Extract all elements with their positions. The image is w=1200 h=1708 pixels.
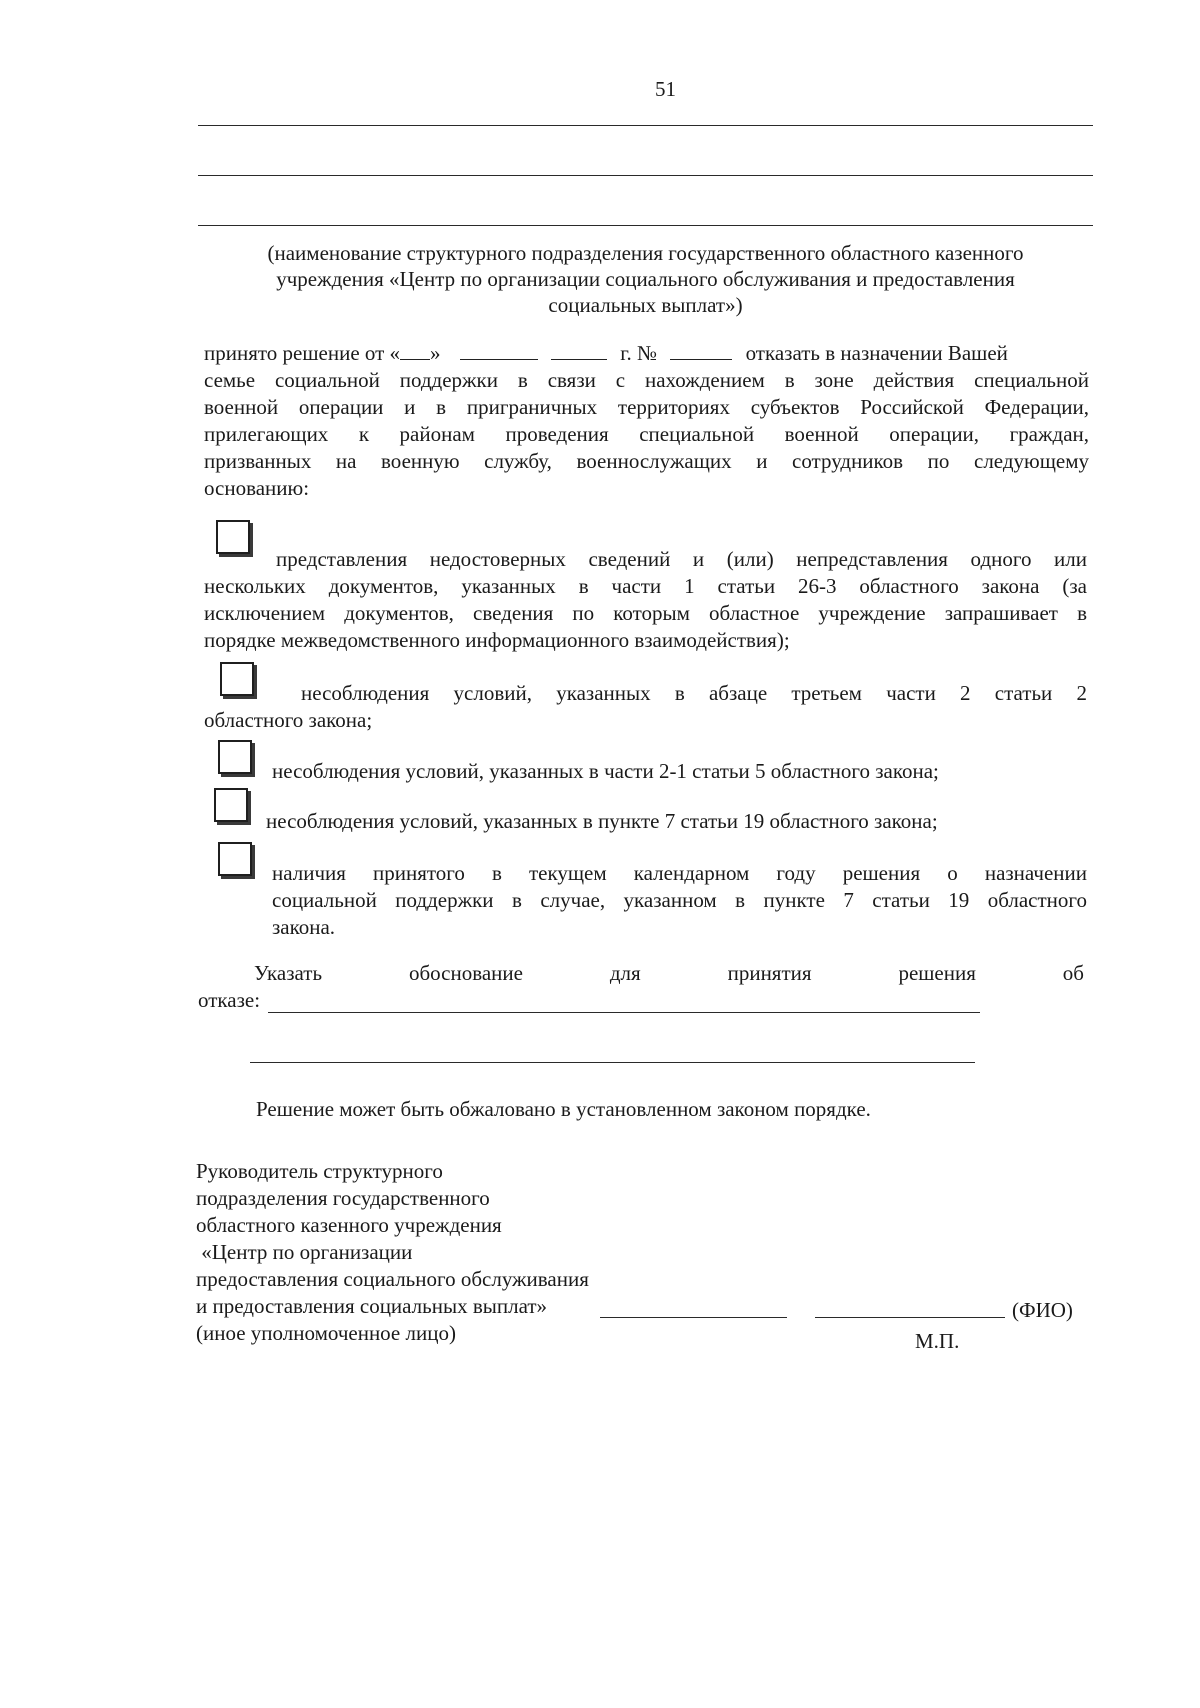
justification-word-4: принятия xyxy=(727,961,812,985)
option-4-text: несоблюдения условий, указанных в пункте 7 статьи 19 областного закона; xyxy=(266,809,938,833)
justification-label: отказе: xyxy=(198,988,261,1012)
justification-field-line-1[interactable] xyxy=(268,1012,980,1013)
signature-line-4: «Центр по организации xyxy=(196,1240,413,1264)
option-1-line-4: порядке межведомственного информационного взаимодействия); xyxy=(204,628,790,652)
option-3-text: несоблюдения условий, указанных в части 2-1 статьи 5 областного закона; xyxy=(272,759,939,783)
signature-field[interactable] xyxy=(600,1317,787,1318)
option-2-checkbox[interactable] xyxy=(220,662,254,696)
decision-prefix: принято решение от « xyxy=(204,341,401,365)
day-blank xyxy=(400,341,430,360)
blank-line-3 xyxy=(198,225,1093,226)
signature-line-2: подразделения государственного xyxy=(196,1186,490,1210)
justification-word-3: для xyxy=(609,961,641,985)
decision-line-4: прилегающих к районам проведения специальной военной операции, граждан, xyxy=(204,422,1089,446)
signature-line-5: предоставления социального обслуживания xyxy=(196,1267,589,1291)
option-1-checkbox[interactable] xyxy=(216,520,250,554)
option-5-line-3: закона. xyxy=(272,915,336,939)
option-1-line-3: исключением документов, сведения по которым областное учреждение запрашивает в xyxy=(204,601,1087,625)
option-5-line-2: социальной поддержки в случае, указанном в пункте 7 статьи 19 областного xyxy=(272,888,1087,912)
justification-word-1: Указать xyxy=(254,961,323,985)
option-4-checkbox[interactable] xyxy=(214,788,248,822)
decision-line-5: призванных на военную службу, военнослужащих и сотрудников по следующему xyxy=(204,449,1089,473)
signature-line-7: (иное уполномоченное лицо) xyxy=(196,1321,456,1345)
justification-line-1 xyxy=(254,960,1084,986)
decision-suffix: отказать в назначении Вашей xyxy=(745,341,1008,365)
number-blank xyxy=(670,341,732,360)
fio-field[interactable] xyxy=(815,1317,1005,1318)
decision-line-1 xyxy=(204,340,1089,366)
option-5-line-1: наличия принятого в текущем календарном году решения о назначении xyxy=(272,861,1087,885)
month-blank xyxy=(460,341,538,360)
page-number: 51 xyxy=(655,77,676,101)
justification-field-line-2[interactable] xyxy=(250,1062,975,1063)
fio-label: (ФИО) xyxy=(1012,1298,1073,1322)
option-2-line-2: областного закона; xyxy=(204,708,373,732)
header-caption-line-3: социальных выплат») xyxy=(548,293,743,317)
decision-number-label: г. № xyxy=(620,341,658,365)
header-caption-line-2: учреждения «Центр по организации социального обслуживания и предоставления xyxy=(276,267,1015,291)
decision-line-2: семье социальной поддержки в связи с нахождением в зоне действия специальной xyxy=(204,368,1089,392)
blank-line-2 xyxy=(198,175,1093,176)
header-caption-line-1: (наименование структурного подразделения государственного областного казенного xyxy=(267,241,1024,265)
stamp-label: М.П. xyxy=(915,1329,960,1353)
decision-line-6: основанию: xyxy=(204,476,310,500)
justification-word-6: об xyxy=(1062,961,1084,985)
option-5-checkbox[interactable] xyxy=(218,842,252,876)
option-2-line-1: несоблюдения условий, указанных в абзаце третьем части 2 статьи 2 xyxy=(301,681,1087,705)
option-3-checkbox[interactable] xyxy=(218,740,252,774)
justification-word-2: обоснование xyxy=(408,961,523,985)
signature-line-1: Руководитель структурного xyxy=(196,1159,443,1183)
decision-quote-close: » xyxy=(430,341,441,365)
justification-word-5: решения xyxy=(898,961,976,985)
blank-line-1 xyxy=(198,125,1093,126)
signature-line-6: и предоставления социальных выплат» xyxy=(196,1294,548,1318)
appeal-text: Решение может быть обжаловано в установленном законом порядке. xyxy=(256,1097,871,1121)
decision-line-3: военной операции и в приграничных территориях субъектов Российской Федерации, xyxy=(204,395,1089,419)
signature-line-3: областного казенного учреждения xyxy=(196,1213,502,1237)
option-1-line-2: нескольких документов, указанных в части 1 статьи 26-3 областного закона (за xyxy=(204,574,1087,598)
year-blank xyxy=(551,341,607,360)
option-1-line-1: представления недостоверных сведений и (или) непредставления одного или xyxy=(276,547,1087,571)
